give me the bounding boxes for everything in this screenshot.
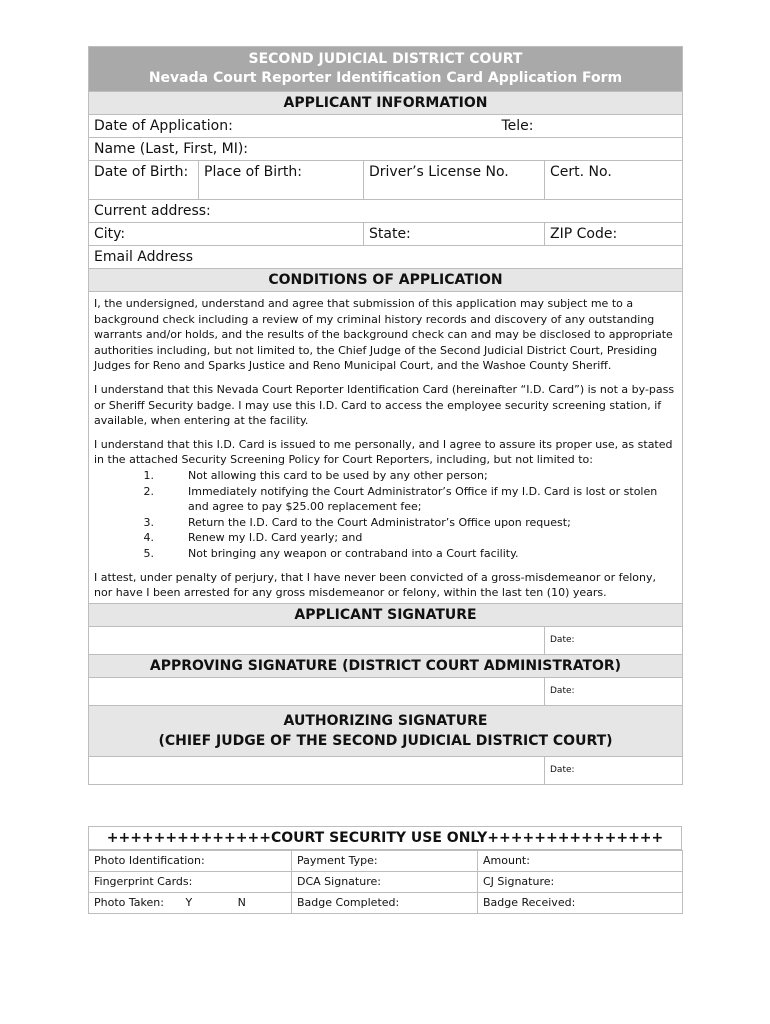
photo-identification-field[interactable]: Photo Identification: — [89, 851, 292, 872]
approving-signature-heading: APPROVING SIGNATURE (DISTRICT COURT ADMINISTRATOR) — [89, 654, 683, 677]
list-item: 3. Return the I.D. Card to the Court Administrator’s Office upon request; — [143, 515, 571, 529]
list-item: 5. Not bringing any weapon or contraband into a Court facility. — [143, 546, 519, 560]
zip-field[interactable]: ZIP Code: — [545, 223, 683, 246]
conditions-body — [89, 292, 683, 604]
drivers-license-field[interactable]: Driver’s License No. — [364, 161, 545, 200]
conditions-heading: CONDITIONS OF APPLICATION — [89, 269, 683, 292]
condition-paragraph: I understand that this I.D. Card is issued to me personally, and I agree to assure its proper use, as stated in the attached Security Screening Policy for Court Reporters, including, but not limited to: — [94, 437, 673, 467]
name-field[interactable]: Name (Last, First, MI): — [89, 138, 683, 161]
approving-signature-field[interactable] — [89, 677, 545, 705]
date-of-application-field[interactable]: Date of Application: — [89, 115, 545, 138]
badge-received-field[interactable]: Badge Received: — [478, 893, 683, 914]
applicant-date-field[interactable]: Date: — [545, 626, 683, 654]
dob-field[interactable]: Date of Birth: — [89, 161, 199, 200]
form-title: Nevada Court Reporter Identification Card Application Form — [148, 70, 623, 86]
authorizing-signature-heading: AUTHORIZING SIGNATURE (CHIEF JUDGE OF THE SECOND JUDICIAL DISTRICT COURT) — [89, 705, 683, 756]
city-field[interactable]: City: — [89, 223, 364, 246]
authorizing-date-field[interactable]: Date: — [545, 756, 683, 784]
applicant-information-heading: APPLICANT INFORMATION — [89, 92, 683, 115]
current-address-field[interactable]: Current address: — [89, 200, 683, 223]
form-header — [89, 47, 683, 92]
authorizing-signature-field[interactable] — [89, 756, 545, 784]
pob-field[interactable]: Place of Birth: — [199, 161, 364, 200]
payment-type-field[interactable]: Payment Type: — [292, 851, 478, 872]
court-security-heading: ++++++++++++++COURT SECURITY USE ONLY+++++++++++++++ — [88, 826, 682, 850]
photo-taken-yes[interactable]: Y — [185, 896, 193, 909]
applicant-table — [88, 46, 683, 785]
amount-field[interactable]: Amount: — [478, 851, 683, 872]
fingerprint-cards-field[interactable]: Fingerprint Cards: — [89, 872, 292, 893]
list-item: 1. Not allowing this card to be used by any other person; — [143, 468, 488, 482]
approving-date-field[interactable]: Date: — [545, 677, 683, 705]
state-field[interactable]: State: — [364, 223, 545, 246]
list-item: 2. Immediately notifying the Court Administrator’s Office if my I.D. Card is lost or stolen and agree to pay $25.00 replacement fee; — [143, 484, 658, 514]
email-field[interactable]: Email Address — [89, 246, 683, 269]
photo-taken-no[interactable]: N — [237, 896, 246, 909]
condition-paragraph: I understand that this Nevada Court Reporter Identification Card (hereinafter “I.D. Card”) is not a by-pass or Sheriff Security badge. I may use this I.D. Card to access the employee security screening station, if available, when entering at the facility. — [94, 382, 675, 428]
list-item: 4. Renew my I.D. Card yearly; and — [143, 531, 363, 545]
court-security-section — [88, 826, 682, 914]
court-title: SECOND JUDICIAL DISTRICT COURT — [248, 51, 523, 67]
condition-list — [94, 468, 677, 562]
condition-paragraph: I, the undersigned, understand and agree that submission of this application may subject me to a background check including a review of my criminal history records and discovery of any outstanding warrants and/or holds, and the results of the background check can and may be disclosed to appropriate authorities including, but not limited to, the Chief Judge of the Second Judicial District Court, Presiding Judges for Reno and Sparks Justice and Reno Municipal Court, and the Washoe County Sheriff. — [94, 297, 673, 373]
dca-signature-field[interactable]: DCA Signature: — [292, 872, 478, 893]
condition-paragraph: I attest, under penalty of perjury, that I have never been convicted of a gross-misdemeanor or felony, nor have I been arrested for any gross misdemeanor or felony, within the last ten (10) years. — [94, 570, 657, 600]
applicant-signature-field[interactable] — [89, 626, 545, 654]
tele-field[interactable]: Tele: — [545, 115, 683, 138]
court-security-table — [88, 850, 683, 914]
application-form — [88, 46, 682, 785]
badge-completed-field[interactable]: Badge Completed: — [292, 893, 478, 914]
cj-signature-field[interactable]: CJ Signature: — [478, 872, 683, 893]
applicant-signature-heading: APPLICANT SIGNATURE — [89, 603, 683, 626]
cert-no-field[interactable]: Cert. No. — [545, 161, 683, 200]
photo-taken-field: Photo Taken: Y N — [89, 893, 292, 914]
